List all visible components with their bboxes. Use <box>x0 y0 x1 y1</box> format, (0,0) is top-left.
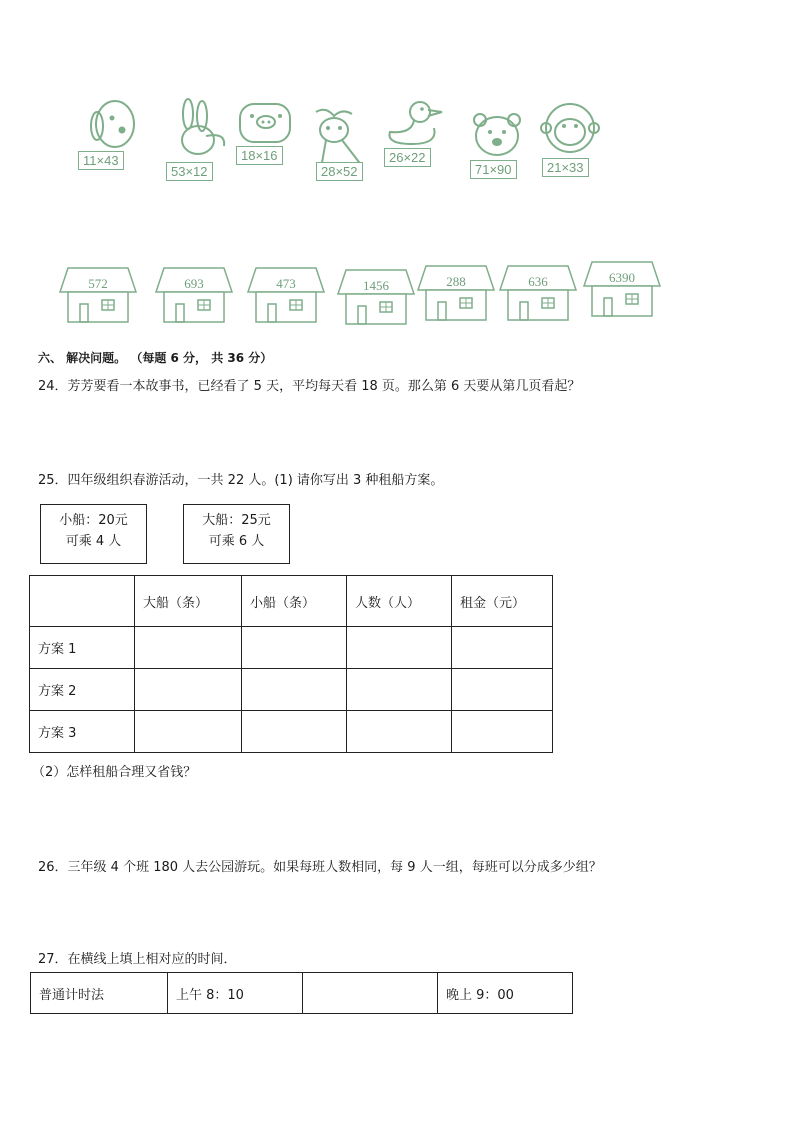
answer-cell[interactable] <box>135 711 242 753</box>
house <box>154 266 234 324</box>
question-25-part-2: （2）怎样租船合理又省钱？ <box>32 765 197 780</box>
header-cell: 小船（条） <box>242 576 347 627</box>
header-cell: 租金（元） <box>452 576 553 627</box>
answer-cell[interactable] <box>452 669 553 711</box>
animal-rabbit <box>166 96 244 188</box>
question-25: 25．四年级组织春游活动，一共 22 人。(1) 请你写出 3 种租船方案。 <box>38 473 444 488</box>
animal-expr: 26×22 <box>384 148 431 167</box>
house-icon <box>416 264 496 322</box>
house-number: 636 <box>528 274 548 289</box>
header-cell: 大船（条） <box>135 576 242 627</box>
time-cell-label: 普通计时法 <box>31 973 168 1014</box>
house <box>416 264 496 322</box>
house <box>246 266 326 324</box>
row-label: 方案 2 <box>30 669 135 711</box>
house-number: 1456 <box>363 278 389 293</box>
section-title: 六、 解决问题。 （每题 6 分， 共 36 分） <box>38 351 273 365</box>
answer-cell[interactable] <box>135 669 242 711</box>
boat-plan-table <box>29 575 553 753</box>
small-boat-capacity: 可乘 4 人 <box>65 534 122 549</box>
answer-cell[interactable] <box>347 669 452 711</box>
small-boat-box <box>40 504 147 564</box>
animal-dog <box>78 96 156 188</box>
house-icon <box>154 266 234 324</box>
animal-duck <box>382 98 460 190</box>
animal-expr: 53×12 <box>166 162 213 181</box>
animal-expr: 28×52 <box>316 162 363 181</box>
house-icon <box>582 260 662 318</box>
big-boat-box <box>183 504 290 564</box>
answer-cell[interactable] <box>347 627 452 669</box>
animal-bear <box>468 110 546 202</box>
monkey-icon <box>540 100 618 192</box>
header-cell: 人数（人） <box>347 576 452 627</box>
table-row <box>31 973 573 1014</box>
small-boat-price: 小船：20元 <box>59 513 128 528</box>
bear-icon <box>468 110 546 202</box>
header-cell <box>30 576 135 627</box>
time-answer-cell[interactable] <box>303 973 438 1014</box>
animal-goat <box>306 104 384 196</box>
animal-monkey <box>540 100 618 192</box>
big-boat-capacity: 可乘 6 人 <box>208 534 265 549</box>
answer-cell[interactable] <box>452 627 553 669</box>
house <box>58 266 138 324</box>
animal-expr: 11×43 <box>78 151 124 170</box>
table-row <box>30 627 553 669</box>
house-icon <box>58 266 138 324</box>
row-label: 方案 3 <box>30 711 135 753</box>
house-icon <box>246 266 326 324</box>
animal-pig <box>234 98 312 190</box>
time-cell: 上午 8：10 <box>168 973 303 1014</box>
answer-cell[interactable] <box>452 711 553 753</box>
big-boat-price: 大船：25元 <box>202 513 271 528</box>
question-24: 24．芳芳要看一本故事书，已经看了 5 天，平均每天看 18 页。那么第 6 天要从第几页看起？ <box>38 379 581 394</box>
answer-cell[interactable] <box>242 627 347 669</box>
pig-icon <box>234 98 312 190</box>
duck-icon <box>382 98 460 190</box>
answer-cell[interactable] <box>135 627 242 669</box>
house-number: 288 <box>446 274 466 289</box>
answer-cell[interactable] <box>347 711 452 753</box>
table-row <box>30 711 553 753</box>
house-icon <box>498 264 578 322</box>
house <box>498 264 578 322</box>
animal-expr: 18×16 <box>236 146 283 165</box>
house <box>582 260 662 318</box>
question-27: 27．在横线上填上相对应的时间． <box>38 952 237 967</box>
answer-cell[interactable] <box>242 711 347 753</box>
house-number: 6390 <box>609 270 635 285</box>
row-label: 方案 1 <box>30 627 135 669</box>
goat-icon <box>306 104 384 196</box>
house <box>336 268 416 326</box>
dog-icon <box>78 96 156 188</box>
house-icon <box>336 268 416 326</box>
animal-expr: 71×90 <box>470 160 517 179</box>
time-cell: 晚上 9：00 <box>438 973 573 1014</box>
table-row <box>30 669 553 711</box>
table-header-row <box>30 576 553 627</box>
house-number: 693 <box>184 276 204 291</box>
question-26: 26．三年级 4 个班 180 人去公园游玩。如果每班人数相同，每 9 人一组，每班可以分成多少组？ <box>38 860 602 875</box>
house-number: 572 <box>88 276 108 291</box>
house-number: 473 <box>276 276 296 291</box>
answer-cell[interactable] <box>242 669 347 711</box>
animal-expr: 21×33 <box>542 158 589 177</box>
time-table <box>30 972 573 1014</box>
